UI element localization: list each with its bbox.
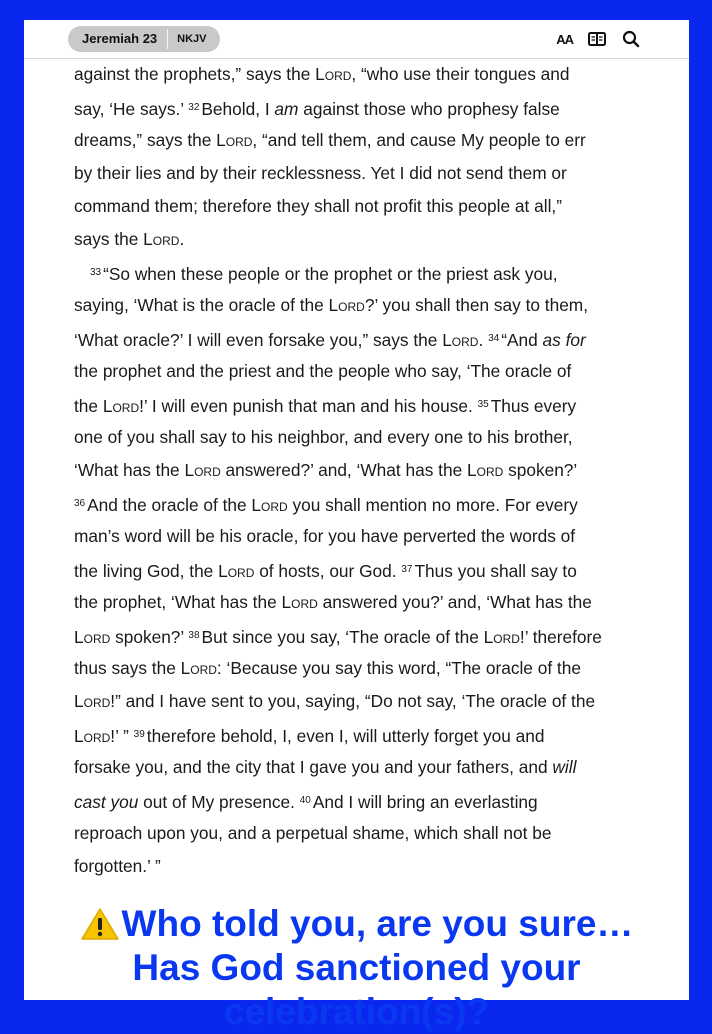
scripture-line: the living God, the Lord of hosts, our God. $^{37}$ Thus you shall say to (74, 561, 577, 581)
scripture-line: Lord!’ ” $^{39}$ therefore behold, I, even I, will utterly forget you and (74, 726, 545, 746)
scripture-line: the prophet and the priest and the people who say, ‘The oracle of (74, 361, 572, 381)
scripture-line: man’s word will be his oracle, for you have perverted the words of (74, 526, 576, 546)
font-size-button[interactable] (556, 32, 573, 47)
caption-line-2: Has God sanctioned your celebration(s)? (132, 947, 581, 1032)
verse-number: 36 (74, 498, 86, 509)
scripture-line: forgotten.’ ” (74, 856, 161, 876)
scripture-line: Lord spoken?’ $^{38}$ But since you say, ‘The oracle of the Lord!’ therefore (74, 627, 602, 647)
verse-number: 35 (477, 399, 489, 410)
scripture-line: Lord!” and I have sent to you, saying, “Do not say, ‘The oracle of the (74, 691, 596, 711)
warning-icon (80, 906, 120, 942)
scripture-line: by their lies and by their recklessness. Yet I did not send them or (74, 163, 567, 183)
passage-selector[interactable] (68, 26, 220, 52)
verse-number: 40 (299, 795, 311, 806)
scripture-line: say, ‘He says.’ $^{32}$ Behold, I am against those who prophesy false (74, 99, 560, 119)
scripture-line: command them; therefore they shall not profit this people at all,” (74, 196, 562, 216)
parallel-view-icon[interactable] (587, 29, 607, 49)
version-button[interactable]: NKJV (177, 33, 207, 45)
verse-number: 34 (488, 333, 500, 344)
scripture-line: ‘What oracle?’ I will even forsake you,” says the Lord. $^{34}$ “And as for (74, 330, 586, 350)
scripture-line: thus says the Lord: ‘Because you say this word, “The oracle of the (74, 658, 581, 678)
font-size-label: AA (556, 31, 573, 47)
scripture-line: $^{33}$ “So when these people or the prophet or the priest ask you, (90, 264, 558, 284)
reader-card (24, 20, 689, 1032)
verse-number: 37 (401, 564, 413, 575)
toolbar-actions (556, 29, 641, 49)
scripture-line: reproach upon you, and a perpetual shame, which shall not be (74, 823, 552, 843)
scripture-line: against the prophets,” says the Lord, “who use their tongues and (74, 64, 570, 84)
scripture-line: dreams,” says the Lord, “and tell them, and cause My people to err (74, 130, 586, 150)
reader-toolbar (24, 20, 689, 59)
chapter-button[interactable]: Jeremiah 23 (82, 31, 158, 46)
scripture-line: forsake you, and the city that I gave you and your fathers, and will (74, 757, 577, 777)
scripture-line: $^{36}$ And the oracle of the Lord you shall mention no more. For every (74, 495, 578, 515)
scripture-line: ‘What has the Lord answered?’ and, ‘What has the Lord spoken?’ (74, 460, 578, 480)
caption-line-1: Who told you, are you sure… (121, 903, 634, 944)
scripture-line: says the Lord. (74, 229, 185, 249)
scripture-line: cast you out of My presence. $^{40}$ And I will bring an everlasting (74, 792, 538, 812)
verse-number: 32 (188, 102, 200, 113)
scripture-text (74, 58, 654, 883)
verse-number: 38 (188, 630, 200, 641)
scripture-line: the prophet, ‘What has the Lord answered you?’ and, ‘What has the (74, 592, 592, 612)
scripture-line: one of you shall say to his neighbor, and every one to his brother, (74, 427, 573, 447)
verse-number: 33 (90, 267, 102, 278)
scripture-line: saying, ‘What is the oracle of the Lord?’ you shall then say to them, (74, 295, 589, 315)
scripture-line: the Lord!’ I will even punish that man and his house. $^{35}$ Thus every (74, 396, 577, 416)
verse-number: 39 (133, 729, 145, 740)
caption-banner (24, 902, 689, 1034)
search-icon[interactable] (621, 29, 641, 49)
